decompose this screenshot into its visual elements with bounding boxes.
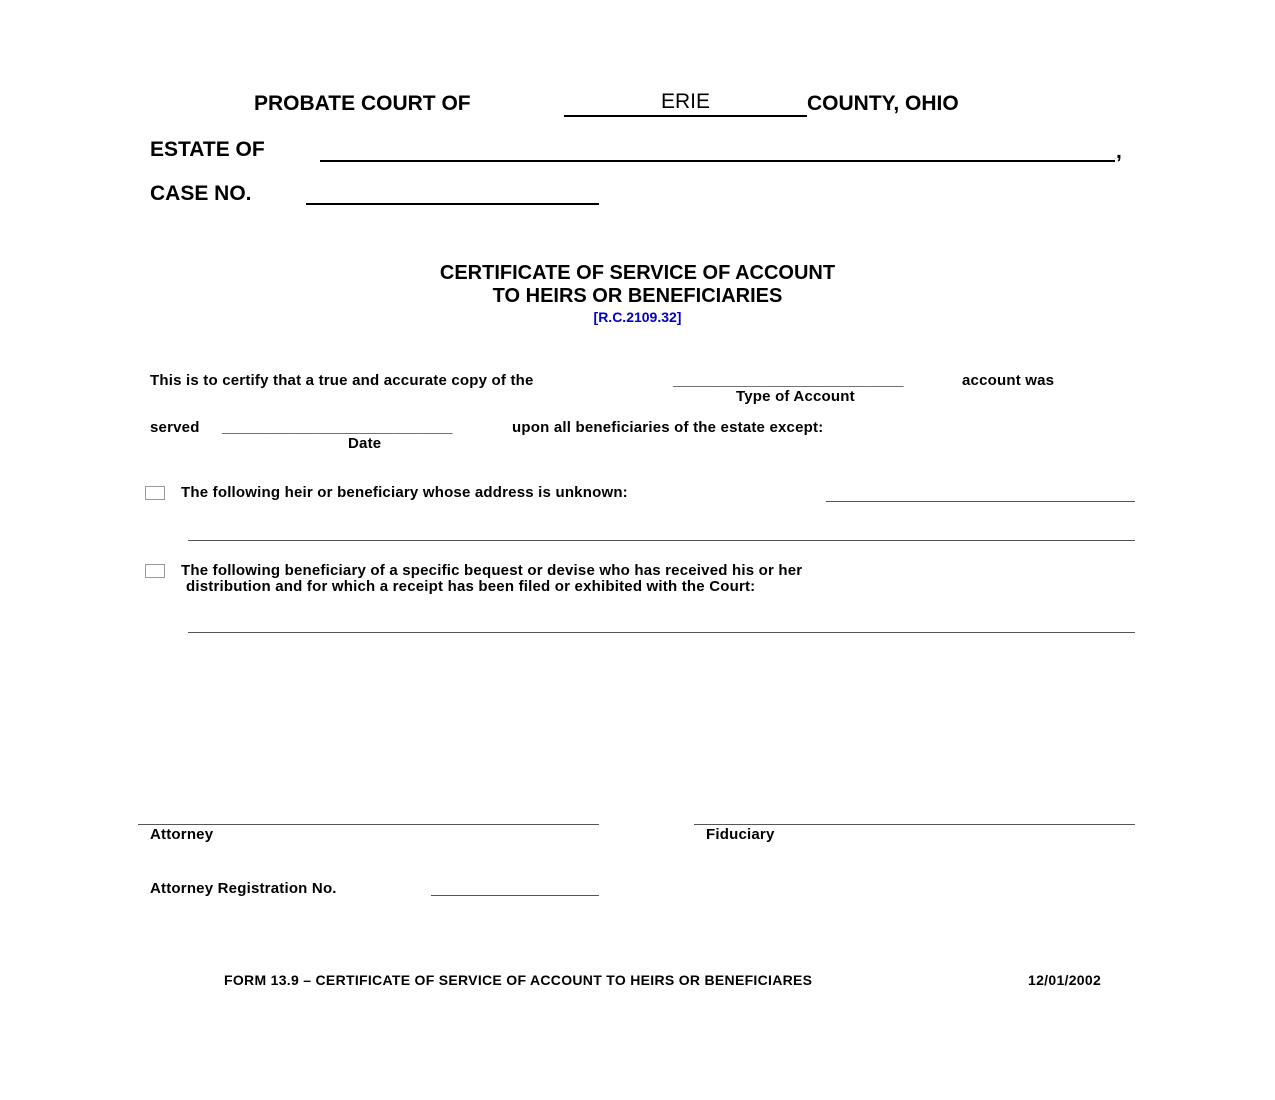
form-title-line1: CERTIFICATE OF SERVICE OF ACCOUNT (439, 262, 836, 284)
specific-bequest-field[interactable] (188, 632, 1135, 633)
county-field[interactable]: ERIE (660, 90, 710, 113)
account-was-label: account was (962, 372, 1055, 389)
form-title-line2: TO HEIRS OR BENEFICIARIES (492, 285, 783, 307)
date-caption: Date (348, 435, 382, 452)
fiduciary-signature-line[interactable] (694, 824, 1135, 825)
specific-bequest-label-line1: The following beneficiary of a specific bequest or devise who has received his or her (181, 562, 803, 579)
served-suffix-label: upon all beneficiaries of the estate except: (512, 419, 824, 436)
estate-comma: , (1116, 140, 1122, 163)
estate-name-field[interactable] (320, 160, 1115, 162)
attorney-registration-label: Attorney Registration No. (150, 880, 337, 897)
unknown-address-field-line2[interactable] (188, 540, 1135, 541)
footer-date: 12/01/2002 (1028, 972, 1102, 988)
unknown-address-label: The following heir or beneficiary whose address is unknown: (181, 484, 628, 501)
case-number-field[interactable] (306, 203, 599, 205)
served-date-field[interactable]: ___________________________ (222, 419, 453, 436)
fiduciary-label: Fiduciary (706, 826, 775, 843)
specific-bequest-label-line2: distribution and for which a receipt has been filed or exhibited with the Court: (186, 578, 756, 595)
unknown-address-field[interactable] (826, 501, 1135, 502)
statute-reference: [R.C.2109.32] (593, 309, 682, 325)
specific-bequest-checkbox[interactable] (145, 564, 165, 578)
served-label: served (150, 419, 200, 436)
county-ohio-label: COUNTY, OHIO (807, 92, 959, 115)
account-type-field[interactable]: ___________________________ (673, 372, 904, 389)
attorney-registration-field[interactable] (431, 895, 599, 896)
certify-sentence-start: This is to certify that a true and accurate copy of the (150, 372, 534, 389)
case-no-label: CASE NO. (150, 182, 252, 205)
attorney-signature-line[interactable] (138, 824, 599, 825)
probate-court-label: PROBATE COURT OF (254, 92, 471, 115)
county-field-line (564, 115, 807, 117)
footer-form-title: FORM 13.9 – CERTIFICATE OF SERVICE OF ACCOUNT TO HEIRS OR BENEFICIARES (224, 972, 813, 988)
unknown-address-checkbox[interactable] (145, 486, 165, 500)
estate-of-label: ESTATE OF (150, 138, 265, 161)
type-of-account-caption: Type of Account (736, 388, 855, 405)
attorney-label: Attorney (150, 826, 214, 843)
